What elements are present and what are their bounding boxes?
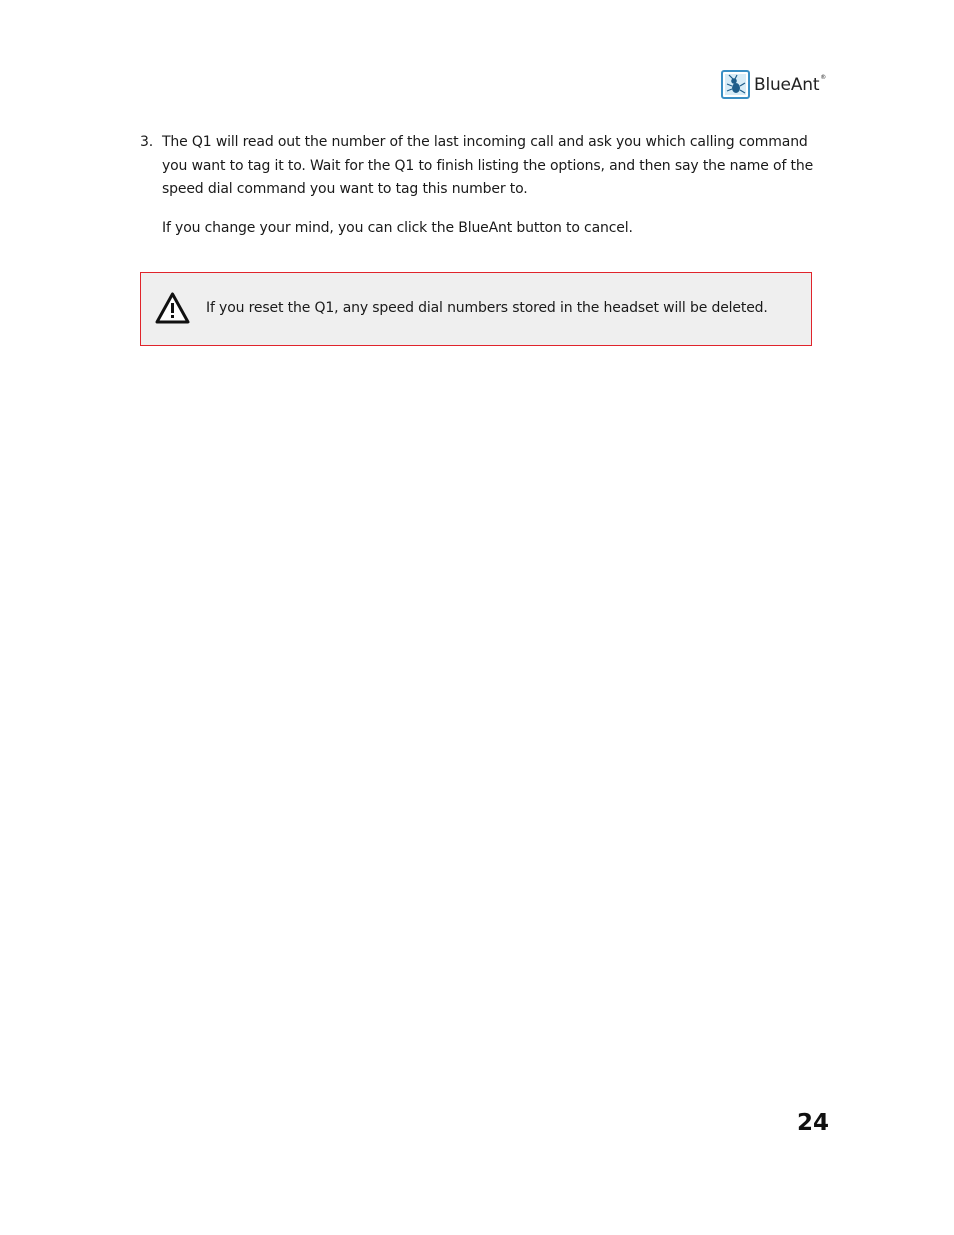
numbered-step xyxy=(140,131,820,202)
blueant-ant-icon xyxy=(721,70,750,99)
blueant-logo xyxy=(721,70,826,99)
cancel-note: If you change your mind, you can click the BlueAnt button to cancel. xyxy=(162,220,633,236)
page-number: 24 xyxy=(796,1110,829,1136)
warning-text: If you reset the Q1, any speed dial numbers stored in the headset will be deleted. xyxy=(206,300,768,316)
step-text: The Q1 will read out the number of the last incoming call and ask you which calling command you want to tag it to. Wait for the Q1 to finish listing the options, and then say the name of the speed dial command you want to tag this number to. xyxy=(162,134,814,197)
warning-triangle-icon xyxy=(155,292,190,324)
warning-callout xyxy=(140,272,812,346)
step-number: 3. xyxy=(140,134,154,150)
logo-wordmark: BlueAnt® xyxy=(754,74,827,95)
